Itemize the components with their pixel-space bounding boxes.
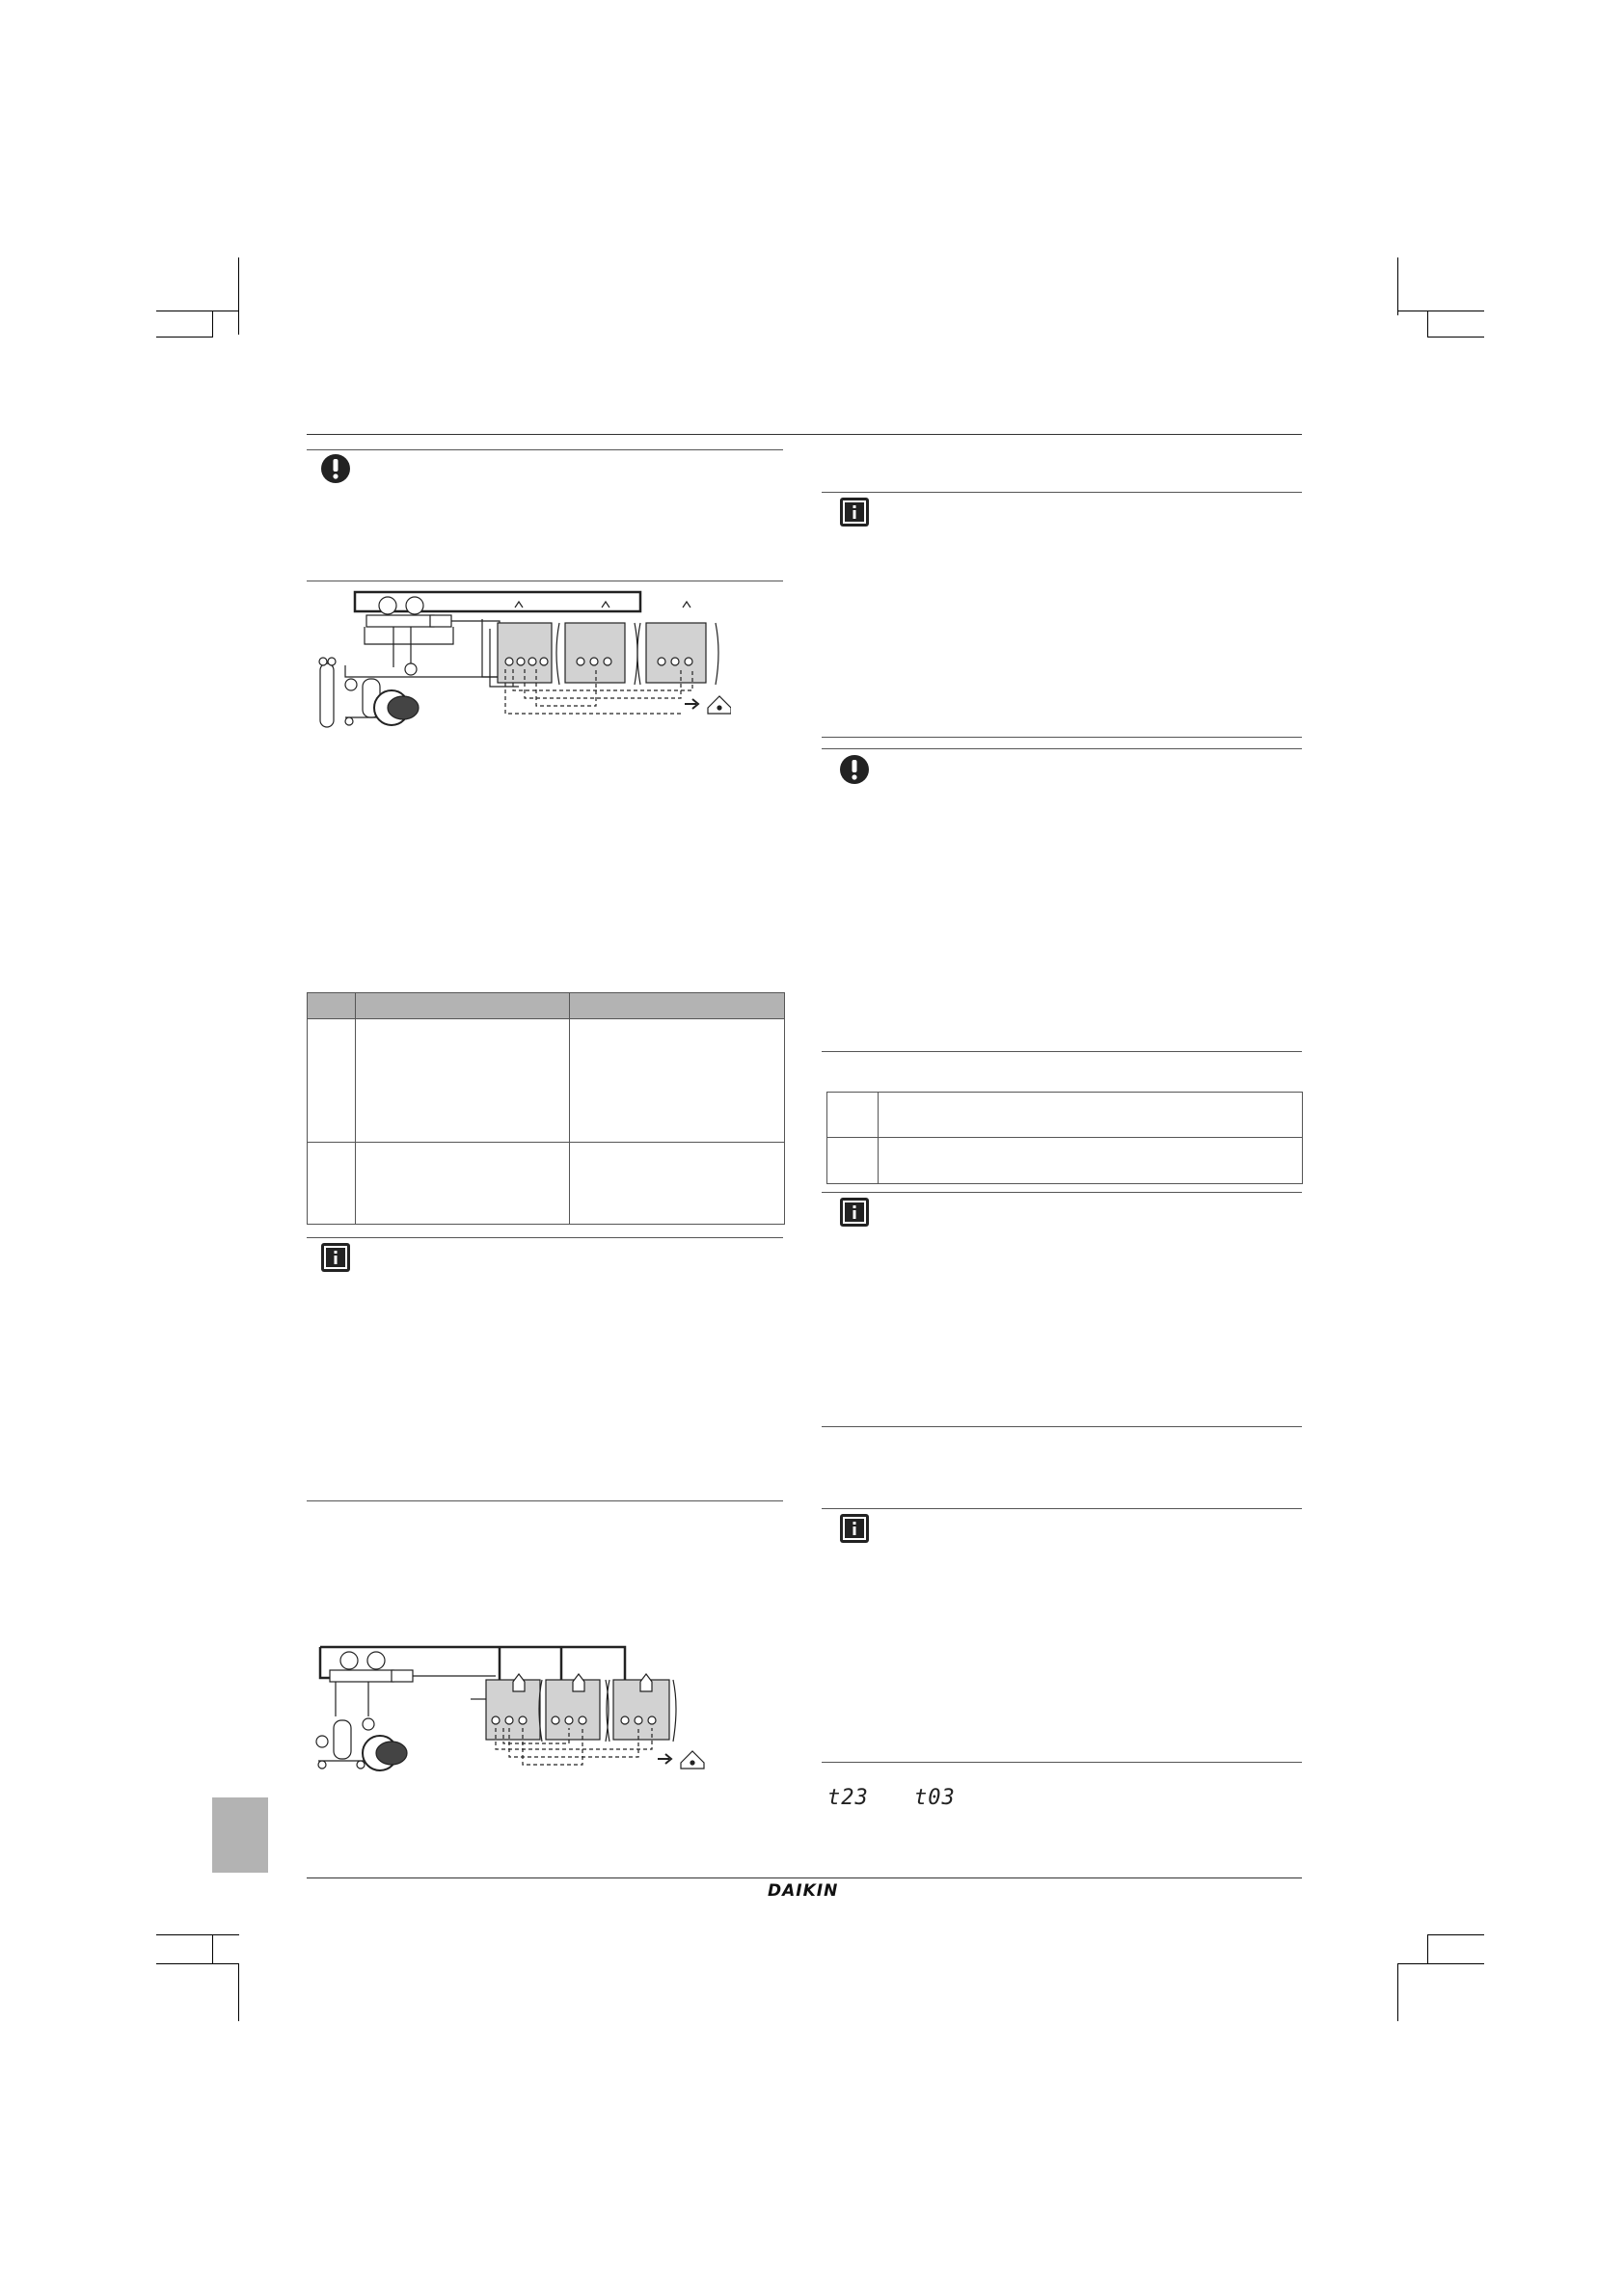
crop-mark bbox=[1397, 1963, 1398, 2021]
crop-mark bbox=[156, 1934, 239, 1935]
table-row-divider bbox=[307, 1142, 785, 1143]
table-column-divider bbox=[878, 1092, 879, 1184]
data-table bbox=[307, 1017, 785, 1225]
crop-mark bbox=[1427, 311, 1428, 338]
footer-rule bbox=[307, 1877, 1302, 1878]
table-row-divider bbox=[826, 1137, 1303, 1138]
info-top-rule bbox=[307, 1237, 783, 1238]
code-table bbox=[826, 1092, 1303, 1184]
crop-mark bbox=[156, 337, 212, 338]
crop-mark bbox=[1397, 257, 1398, 315]
warning-top-rule bbox=[307, 449, 783, 450]
vacuum-connection-diagram-1 bbox=[307, 584, 731, 731]
display-code-second: t03 bbox=[914, 1786, 956, 1810]
table-column-divider bbox=[355, 1017, 356, 1224]
table-column-divider bbox=[569, 1017, 570, 1224]
crop-mark bbox=[1427, 1934, 1428, 1963]
info-bottom-rule bbox=[822, 1762, 1302, 1763]
crop-mark bbox=[156, 1963, 239, 1964]
warning-top-rule bbox=[822, 737, 1302, 738]
page-header-rule bbox=[307, 434, 1302, 435]
crop-mark bbox=[238, 1963, 239, 2021]
vacuum-connection-diagram-2 bbox=[307, 1639, 712, 1780]
info-bottom-rule bbox=[307, 1500, 783, 1501]
section-tab-marker bbox=[212, 1797, 268, 1873]
info-top-rule bbox=[822, 1192, 1302, 1193]
exclamation-icon bbox=[839, 754, 870, 785]
info-icon bbox=[839, 1513, 870, 1544]
info-icon bbox=[320, 1242, 351, 1273]
info-top-rule bbox=[822, 492, 1302, 493]
info-icon bbox=[839, 497, 870, 527]
info-icon bbox=[839, 1197, 870, 1228]
table-header-divider bbox=[355, 992, 356, 1019]
crop-mark bbox=[212, 311, 213, 338]
crop-mark bbox=[1427, 1934, 1484, 1935]
warning-bottom-rule bbox=[822, 1051, 1302, 1052]
info-bottom-rule bbox=[822, 1426, 1302, 1427]
crop-mark bbox=[238, 257, 239, 335]
warning-top-rule bbox=[822, 748, 1302, 749]
brand-logo: DAIKIN bbox=[768, 1881, 839, 1901]
table-header-row bbox=[307, 992, 785, 1019]
crop-mark bbox=[1397, 1963, 1484, 1964]
crop-mark bbox=[1427, 337, 1484, 338]
crop-mark bbox=[212, 1934, 213, 1963]
exclamation-icon bbox=[320, 453, 351, 484]
table-header-divider bbox=[569, 992, 570, 1019]
display-code-first: t23 bbox=[827, 1786, 869, 1810]
info-top-rule bbox=[822, 1508, 1302, 1509]
